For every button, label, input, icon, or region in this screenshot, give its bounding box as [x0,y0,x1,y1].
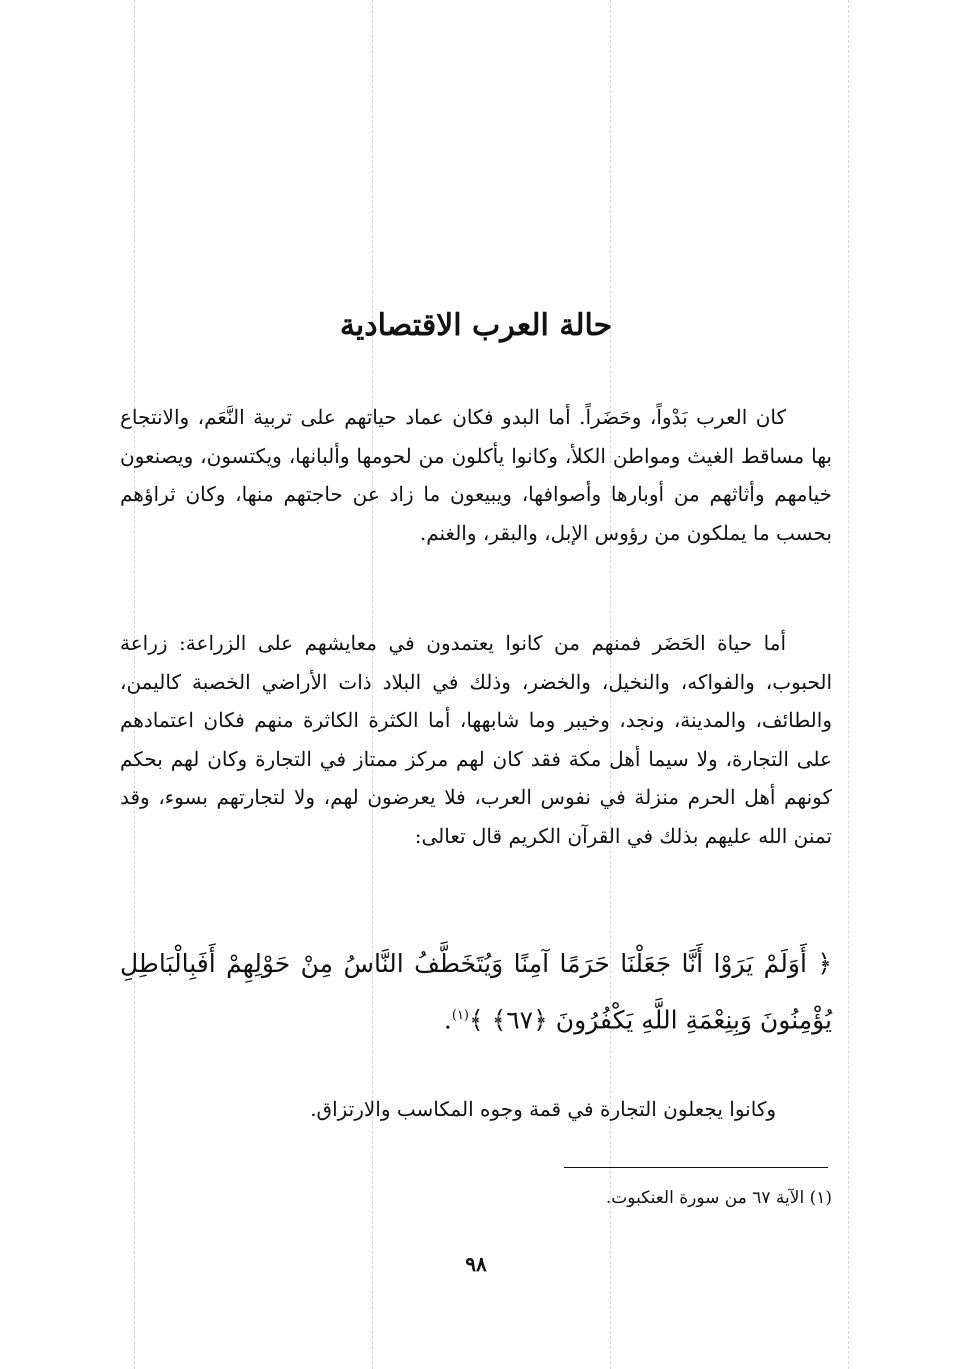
book-page [120,0,832,1369]
quran-verse: ﴿ أَوَلَمْ يَرَوْا أَنَّا جَعَلْنَا حَرَمًا آمِنًا وَيُتَخَطَّفُ النَّاسُ مِنْ حَوْلِهِمْ أَفَبِالْبَاطِلِ يُؤْمِنُونَ وَبِنِعْمَةِ اللَّهِ يَكْفُرُونَ ﴿٦٧﴾ ﴾$^{(١)}$. [120,949,832,1035]
paragraph-closing: وكانوا يجعلون التجارة في قمة وجوه المكاسب والارتزاق. [310,1097,776,1121]
scan-fold-line [848,0,849,1369]
footnote-reference: (١) [451,1008,469,1023]
footnote: (١) الآية ٦٧ من سورة العنكبوت. [605,1188,832,1208]
quran-verse-text: ﴿ أَوَلَمْ يَرَوْا أَنَّا جَعَلْنَا حَرَمًا آمِنًا وَيُتَخَطَّفُ النَّاسُ مِنْ حَوْلِهِمْ أَفَبِالْبَاطِلِ يُؤْمِنُونَ وَبِنِعْمَةِ اللَّهِ يَكْفُرُونَ ﴿٦٧﴾ ﴾ [120,949,832,1035]
paragraph-bedouin: كان العرب بَدْواً، وحَضَراً. أما البدو فكان عماد حياتهم على تربية النَّعَم، والانتجاع بها مساقط الغيث ومواطن الكلأ، وكانوا يأكلون من لحومها وألبانها، ويكتسون، ويصنعون خيامهم وأثاثهم من أوبارها وأصوافها، ويبيعون ما زاد عن حاجتهم منها، وكان ثراؤهم بحسب ما يملكون من رؤوس الإبل، والبقر، والغنم. [120,405,832,545]
footnote-divider [564,1167,828,1168]
paragraph-urban: أما حياة الحَضَر فمنهم من كانوا يعتمدون في معايشهم على الزراعة: زراعة الحبوب، والفواكه، والنخيل، والخضر، وذلك في البلاد ذات الأراضي الخصبة كاليمن، والطائف، والمدينة، ونجد، وخيبر وما شابهها، أما الكثرة الكاثرة منهم فكان اعتمادهم على التجارة، ولا سيما أهل مكة فقد كان لهم مركز ممتاز في التجارة وكان لهم بحكم كونهم أهل الحرم منزلة في نفوس العرب، فلا يعرضون لهم، ولا لتجارتهم بسوء، وقد تمنن الله عليهم بذلك في القرآن الكريم قال تعالى: [120,631,833,848]
page-title: حالة العرب الاقتصادية [339,308,613,343]
page-number: ٩٨ [465,1252,487,1276]
